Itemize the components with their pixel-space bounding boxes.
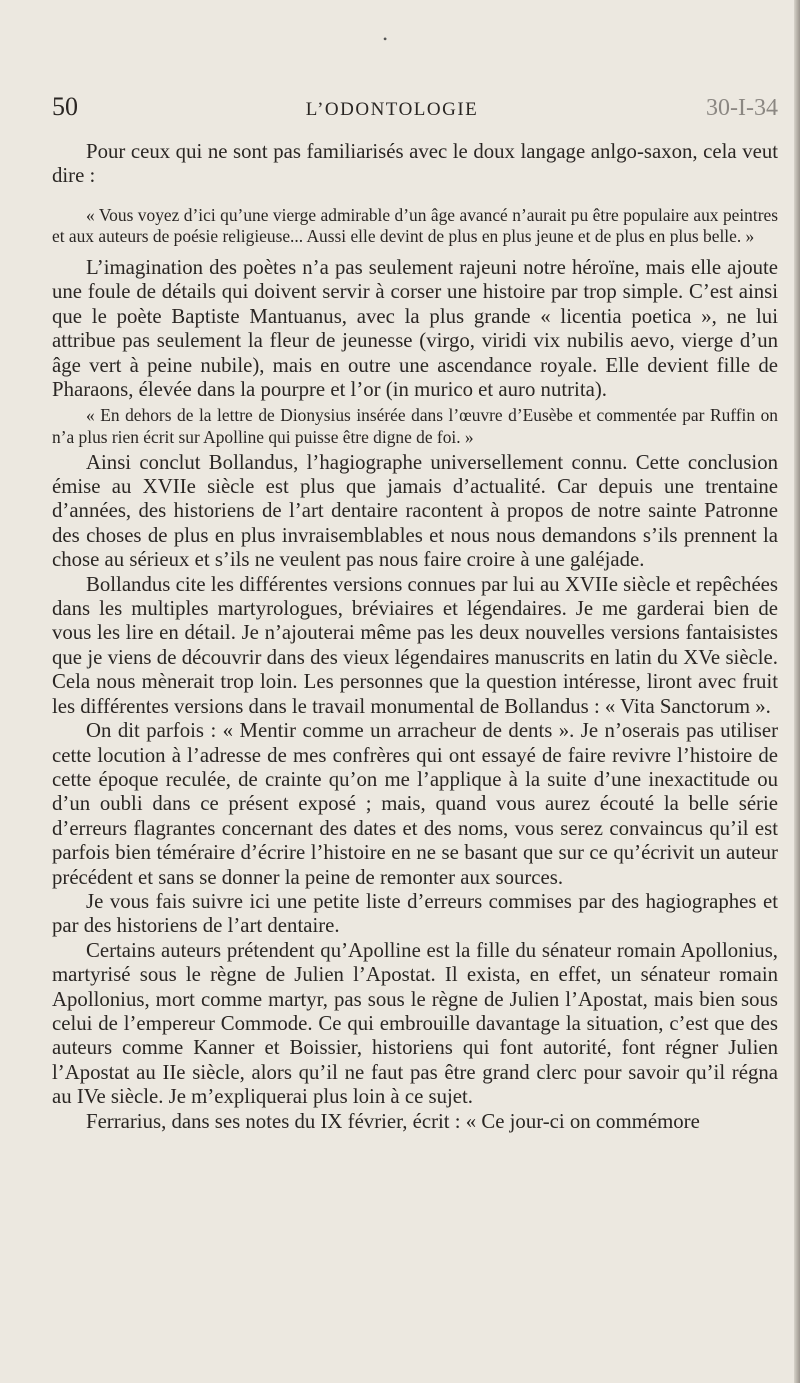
- paragraph: Je vous fais suivre ici une petite liste d’erreurs commises par des hagiographes et par des historiens de l’art dentaire.: [52, 889, 778, 938]
- paragraph: Ainsi conclut Bollandus, l’hagiographe universellement connu. Cette conclusion émise au XVIIe siècle est plus que jamais d’actualité. Car depuis une trentaine d’années, des historiens de l’art dentaire racontent à propos de notre sainte Patronne des choses de plus en plus invraisemblables et nous nous demandons s’ils prennent la chose au sérieux et s’ils ne veulent pas nous faire croire à une galéjade.: [52, 450, 778, 572]
- block-quote: « Vous voyez d’ici qu’une vierge admirable d’un âge avancé n’aurait pu être populaire aux peintres et aux auteurs de poésie religieuse... Aussi elle devint de plus en plus jeune et de plus en plus belle. »: [52, 204, 778, 247]
- paragraph: L’imagination des poètes n’a pas seulement rajeuni notre héroïne, mais elle ajoute une foule de détails qui doivent servir à corser une histoire par trop simple. C’est ainsi que le poète Baptiste Mantuanus, avec la plus grande « licentia poetica », ne lui attribue pas seulement la fleur de jeunesse (virgo, viridi vix nubilis aevo, vierge d’un âge vert à peine nubile), mais en outre une ascendance royale. Elle devient fille de Pharaons, élevée dans la pourpre et l’or (in murico et auro nutrita).: [52, 256, 778, 402]
- paragraph: Ferrarius, dans ses notes du IX février, écrit : « Ce jour-ci on commémore: [86, 1109, 700, 1133]
- paragraph: Certains auteurs prétendent qu’Apolline est la fille du sénateur romain Apollonius, martyrisé sous le règne de Julien l’Apostat. Il exista, en effet, un sénateur romain Apollonius, mort comme martyr, pas sous le règne de Julien l’Apostat, mais bien sous celui de l’empereur Commode. Ce qui embrouille davantage la situation, c’est que des auteurs comme Kanner et Boissier, historiens qui font autorité, font régner Julien l’Apostat au IIe siècle, alors qu’il ne faut pas être grand clerc pour savoir qu’il régna au IVe siècle. Je m’expliquerai plus loin à ce sujet.: [52, 938, 778, 1109]
- page-spine-shadow: [794, 0, 800, 1383]
- paragraph: Bollandus cite les différentes versions connues par lui au XVIIe siècle et repêchées dans les multiples martyrologues, bréviaires et légendaires. Je me garderai bien de vous les lire en détail. Je n’ajouterai même pas les deux nouvelles versions fantaisistes que je viens de découvrir dans des vieux légendaires manuscrits en latin du XVe siècle. Cela nous mènerait trop loin. Les personnes que la question intéresse, liront avec fruit les différentes versions dans le travail monumental de Bollandus : « Vita Sanctorum ».: [52, 572, 778, 718]
- page-number: 50: [52, 92, 78, 121]
- body-text: [52, 140, 778, 1134]
- block-quote: « En dehors de la lettre de Dionysius insérée dans l’œuvre d’Eusèbe et commentée par Ruffin on n’a plus rien écrit sur Apolline qui puisse être digne de foi. »: [52, 405, 778, 448]
- running-title: L’ODONTOLOGIE: [305, 99, 479, 120]
- paragraph: Pour ceux qui ne sont pas familiarisés avec le doux langage anlgo-saxon, cela veut dire :: [52, 140, 778, 188]
- issue-date: 30-I-34: [706, 95, 778, 121]
- running-header: [52, 92, 778, 122]
- top-mark: •: [383, 32, 388, 46]
- paragraph: On dit parfois : « Mentir comme un arracheur de dents ». Je n’oserais pas utiliser cette locution à l’adresse de mes confrères qui ont essayé de faire revivre l’histoire de cette époque reculée, de crainte qu’on me l’applique à la suite d’une inexactitude ou d’un oubli dans ce présent exposé ; mais, quand vous aurez écouté la belle série d’erreurs flagrantes concernant des dates et des noms, vous serez convaincus qu’il est parfois bien téméraire d’écrire l’histoire en ne se basant que sur ce qu’écrivit un auteur précédent et sans se donner la peine de remonter aux sources.: [52, 719, 778, 889]
